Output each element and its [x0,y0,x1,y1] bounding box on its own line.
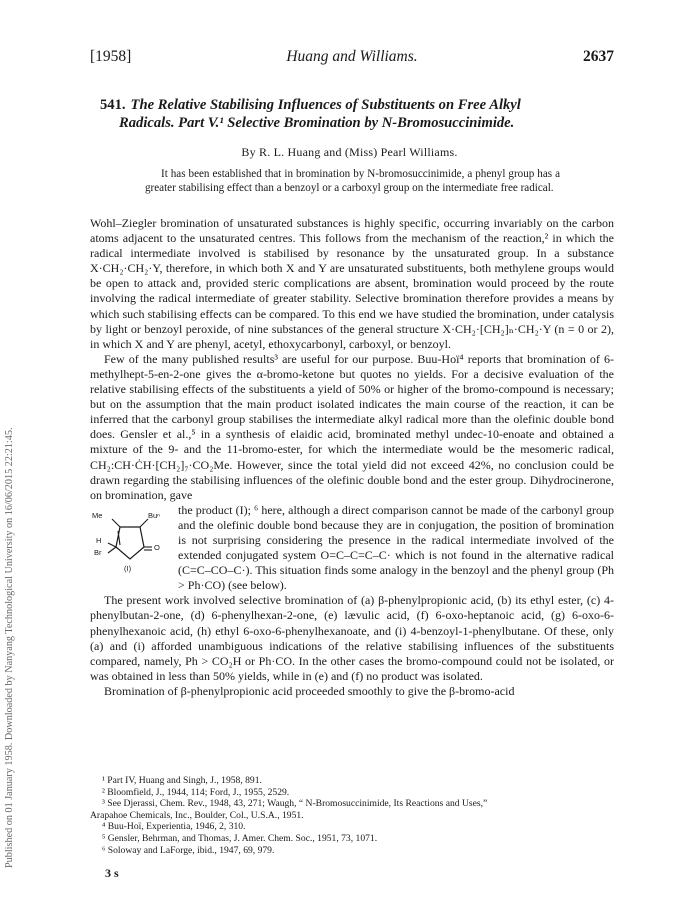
article-body [90,216,614,699]
paragraph-intro: Wohl–Ziegler bromination of unsaturated substances is highly specific, occurring invariably on the carbon atoms adjacent to the unsaturated centres. This follows from the mechanism of the reaction,² in which the radical intermediate involved is stabilised by resonance by the unsaturated group. In a substance X·CH₂·CH₂·Y, therefore, in which both X and Y are unsaturated substituents, both methylene groups would be open to attack and, provided steric complications are absent, bromination would proceed by the route involving the radical intermediate of greater stability. Selective bromination therefore provides a means by which such stabilising effects can be compared. To this end we have studied the bromination, under catalysis by light or benzoyl peroxide, of nine substances of the general structure X·CH₂·[CH₂]ₙ·CH₂·Y (n = 0 or 2), in which X and Y are phenyl, acetyl, ethoxycarbonyl, carboxyl, or benzoyl. [90,216,614,351]
footnote-5: ⁵ Gensler, Behrman, and Thomas, J. Amer. Chem. Soc., 1951, 73, 1071. [102,832,378,844]
article-title [100,96,640,132]
label-oxygen: O [154,542,160,552]
paragraph-dihydrocinerone: the product (I); ⁶ here, although a direct comparison cannot be made of the carbonyl group and the olefinic double bond because they are in conjugation, the position of bromination is not surprising considering the presence in the radical intermediate involved of the extended conjugated system O=C–C=C–C· which is not found in the alternative radical (C=C–CO–C·). This situation finds some analogy in the benzoyl and the phenyl group (Ph > Ph·CO) (see below). [178,502,614,593]
label-bromine: Br [94,547,102,557]
download-sidebar-note [2,98,16,868]
paragraph-present-work: The present work involved selective bromination of (a) β-phenylpropionic acid, (b) its ethyl ester, (c) 4-phenylbutan-2-one, (d) 6-phenylhexan-2-one, (e) lævulic acid, (f) 6-oxo-heptanoic acid, (g) 6-oxo-6-phenylhexanoic acid, (h) ethyl 6-oxo-6-phenylhexanoate, and (i) 4-benzoyl-1-phenylbutane. Of these, only (a) and (i) afforded unambiguous indications of the relative stabilising influences of the substituents compared, namely, Ph > CO₂H or Ph·CO. In the other cases the bromo-compound could not be isolated, or was obtained in less than 50% yields, while in (e) and (f) no product was isolated. [90,593,614,683]
footnote-1: ¹ Part IV, Huang and Singh, J., 1958, 891. [102,775,262,786]
footnote-4: ⁴ Buu-Hoï, Experientia, 1946, 2, 310. [102,821,246,833]
printer-signature: 3 s [105,866,119,880]
footnote-6: ⁶ Soloway and LaForge, ibid., 1947, 69, 979. [102,844,275,856]
footnote-3: ³ See Djerassi, Chem. Rev., 1948, 43, 271; Waugh, “ N-Bromosuccinimide, Its Reactions and Uses,” [102,798,488,810]
page-number: 2637 [583,48,614,65]
label-butyl: Buⁿ [148,510,160,520]
title-line-1: The Relative Stabilising Influences of Substituents on Free Alkyl [130,97,521,113]
label-hydrogen: H [96,535,102,545]
footnote-2: ² Bloomfield, J., 1944, 114; Ford, J., 1955, 2529. [102,786,290,798]
abstract: It has been established that in bromination by N-bromosuccinimide, a phenyl group has a greater stabilising effect than a benzoyl or a carboxyl group on the intermediate free radical. [145,168,560,195]
page-header [90,48,614,68]
download-note-text: Published on 01 January 1958. Downloaded by Nanyang Technological University on 16/06/2015 22:21:45. [4,427,15,868]
footnote-3-continued: Arapahoe Chemicals, Inc., Boulder, Col., U.S.A., 1951. [90,809,304,821]
title-line-2: Radicals. Part V.¹ Selective Bromination by N-Bromosuccinimide. [119,115,515,131]
header-year: [1958] [90,48,132,65]
paragraph-results: Few of the many published results³ are useful for our purpose. Buu-Hoï⁴ reports that bromination of 6-methylhept-5-en-2-one gives the α-bromo-ketone but quotes no yields. For a decisive evaluation of the relative stabilising effects of the substituents a yield of 50% or higher of the bromo-compound is necessary; but on the assumption that the main product isolated indicates the main course of the reaction, it can be inferred that the carbonyl group stabilises the intermediate alkyl radical more than the olefinic double bond does. Gensler et al.,⁵ in a synthesis of elaidic acid, brominated methyl undec-10-enoate and obtained a mixture of the 9- and the 11-bromo-ester, for which the intermediate would be the mesomeric radical, CH₂:CH·ĊH·[CH₂]₇·CO₂Me. However, since the total yield did not exceed 42%, no conclusion could be drawn regarding the stabilising influences of the olefinic double bond and the ester group. Dihydrocinerone, on bromination, gave [90,351,614,502]
structure-label: (I) [124,563,132,573]
paragraph-bromination: Bromination of β-phenylpropionic acid proceeded smoothly to give the β-bromo-acid [104,683,515,698]
author-line: By R. L. Huang and (Miss) Pearl Williams. [241,145,458,159]
label-methyl: Me [92,510,103,520]
article-number: 541. [100,97,126,113]
footnotes [90,775,614,856]
running-title: Huang and Williams. [286,48,418,65]
structure-diagram-I [90,507,170,579]
